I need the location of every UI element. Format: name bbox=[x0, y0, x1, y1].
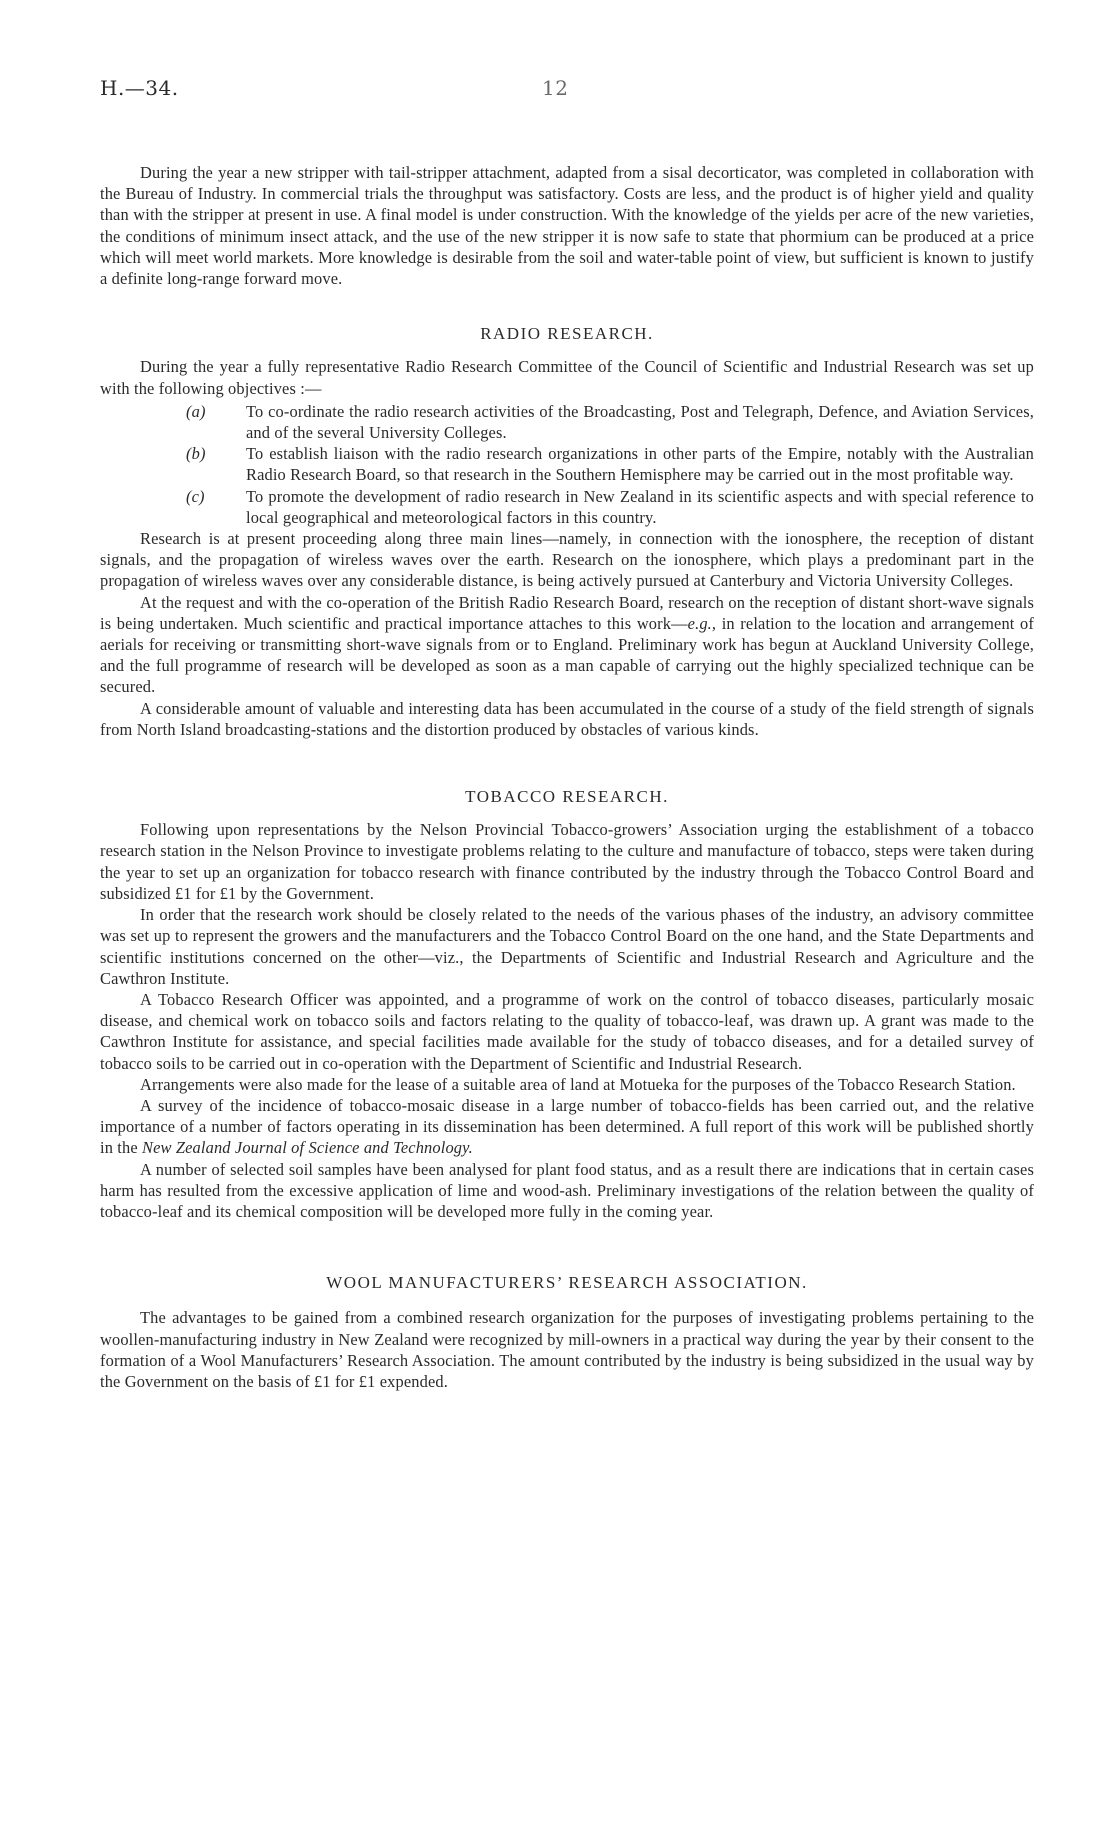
document-body bbox=[100, 162, 1034, 1392]
radio-intro-paragraph: During the year a fully representative Radio Research Committee of the Council of Scientific and Industrial Research was set up with the following objectives :— bbox=[100, 357, 1034, 398]
objective-text: To promote the development of radio research in New Zealand in its scientific aspects and with special reference to local geographical and meteorological factors in this country. bbox=[246, 486, 1034, 527]
objective-item bbox=[100, 443, 1034, 485]
tobacco-research-heading: TOBACCO RESEARCH. bbox=[465, 787, 669, 807]
objective-marker: (b) bbox=[186, 444, 206, 464]
radio-research-heading: RADIO RESEARCH. bbox=[480, 324, 654, 344]
tobacco-paragraph: In order that the research work should be closely related to the needs of the various phases of the industry, an advisory committee was set up to represent the growers and the manufacturers and the Tobacco Control Board on the one hand, and the State Departments and scientific institutions concerned on the other—viz., the Departments of Scientific and Industrial Research and Agriculture and the Cawthron Institute. bbox=[100, 905, 1034, 988]
page-header bbox=[100, 76, 1034, 116]
intro-paragraph: During the year a new stripper with tail-stripper attachment, adapted from a sisal decorticator, was completed in collaboration with the Bureau of Industry. In commercial trials the throughput was satisfactory. Costs are less, and the product is of higher yield and quality than with the stripper at present in use. A final model is under construction. With the knowledge of the yields per acre of the new varieties, the conditions of minimum insect attack, and the use of the new stripper it is now safe to state that phormium can be produced at a price which will meet world markets. More knowledge is desirable from the soil and water-table point of view, but sufficient is known to justify a definite long-range forward move. bbox=[100, 163, 1034, 289]
objective-text: To co-ordinate the radio research activities of the Broadcasting, Post and Telegraph, Defence, and Aviation Services, and of the several University Colleges. bbox=[246, 401, 1034, 443]
journal-title: New Zealand Journal of Science and Technology. bbox=[142, 1138, 473, 1158]
tobacco-paragraph: Arrangements were also made for the lease of a suitable area of land at Motueka for the purposes of the Tobacco Research Station. bbox=[140, 1074, 1016, 1094]
paragraph-text: At the request and with the co-operation of the British Radio Research Board, research on the reception of distant short-wave signals is being undertaken. Much scientific and practical importance attaches to this work— bbox=[100, 592, 1034, 633]
objective-item bbox=[100, 486, 1034, 528]
wool-paragraph: The advantages to be gained from a combined research organization for the purposes of investigating problems pertaining to the woollen-manufacturing industry in New Zealand were recognized by mill-owners in a practical way during the year by their consent to the formation of a Wool Manufacturers’ Research Association. The amount contributed by the industry is being subsidized in the usual way by the Government on the basis of £1 for £1 expended. bbox=[100, 1308, 1034, 1391]
radio-field-strength-paragraph: A considerable amount of valuable and interesting data has been accumulated in the course of a study of the field strength of signals from North Island broadcasting-stations and the distortion produced by obstacles of various kinds. bbox=[100, 698, 1034, 739]
paragraph-text: in relation to the location and arrangement of aerials for receiving or transmitting short-wave signals from or to England. Preliminary work has begun at Auckland University College, and the full programme of research will be developed as soon as a man capable of carrying out the highly specialized technique can be secured. bbox=[100, 613, 1034, 697]
tobacco-paragraph: A Tobacco Research Officer was appointed, and a programme of work on the control of tobacco diseases, particularly mosaic disease, and chemical work on tobacco soils and factors relating to the quality of tobacco-leaf, was drawn up. A grant was made to the Cawthron Institute for assistance, and special facilities made available for the study of tobacco diseases, and for a detailed survey of tobacco soils to be carried out in co-operation with the Department of Scientific and Industrial Research. bbox=[100, 989, 1034, 1073]
page-number: 12 bbox=[542, 76, 569, 100]
objective-item bbox=[100, 401, 1034, 443]
radio-research-lines-paragraph: Research is at present proceeding along three main lines—namely, in connection with the ionosphere, the reception of distant signals, and the propagation of wireless waves over the earth. Research on the ionosphere, which plays a predominant part in the propagation of wireless waves over any considerable distance, is being actively pursued at Canterbury and Victoria University Colleges. bbox=[100, 529, 1034, 591]
italic-abbreviation: e.g., bbox=[687, 613, 717, 633]
wool-research-heading: WOOL MANUFACTURERS’ RESEARCH ASSOCIATION. bbox=[326, 1273, 808, 1293]
document-reference: H.—34. bbox=[100, 76, 179, 100]
radio-objectives-list bbox=[100, 401, 1034, 528]
objective-marker: (c) bbox=[186, 486, 205, 506]
radio-british-board-paragraph bbox=[100, 592, 1034, 698]
objective-text: To establish liaison with the radio research organizations in other parts of the Empire, notably with the Australian Radio Research Board, so that research in the Southern Hemisphere may be carried out in the most profitable way. bbox=[246, 444, 1034, 485]
objective-marker: (a) bbox=[186, 401, 206, 421]
tobacco-paragraph: A number of selected soil samples have been analysed for plant food status, and as a result there are indications that in certain cases harm has resulted from the excessive application of lime and wood-ash. Preliminary investigations of the relation between the quality of tobacco-leaf and its chemical composition will be developed more fully in the coming year. bbox=[100, 1159, 1034, 1221]
paragraph-text: A survey of the incidence of tobacco-mosaic disease in a large number of tobacco-fields has been carried out, and the relative importance of a number of factors operating in its dissemination has been determined. A full report of this work will be published shortly in the bbox=[100, 1095, 1034, 1158]
tobacco-paragraph bbox=[100, 1095, 1034, 1159]
tobacco-paragraph: Following upon representations by the Nelson Provincial Tobacco-growers’ Association urging the establishment of a tobacco research station in the Nelson Province to investigate problems relating to the culture and manufacture of tobacco, steps were taken during the year to set up an organization for tobacco research with finance contributed by the industry through the Tobacco Control Board and subsidized £1 for £1 by the Government. bbox=[100, 820, 1034, 903]
